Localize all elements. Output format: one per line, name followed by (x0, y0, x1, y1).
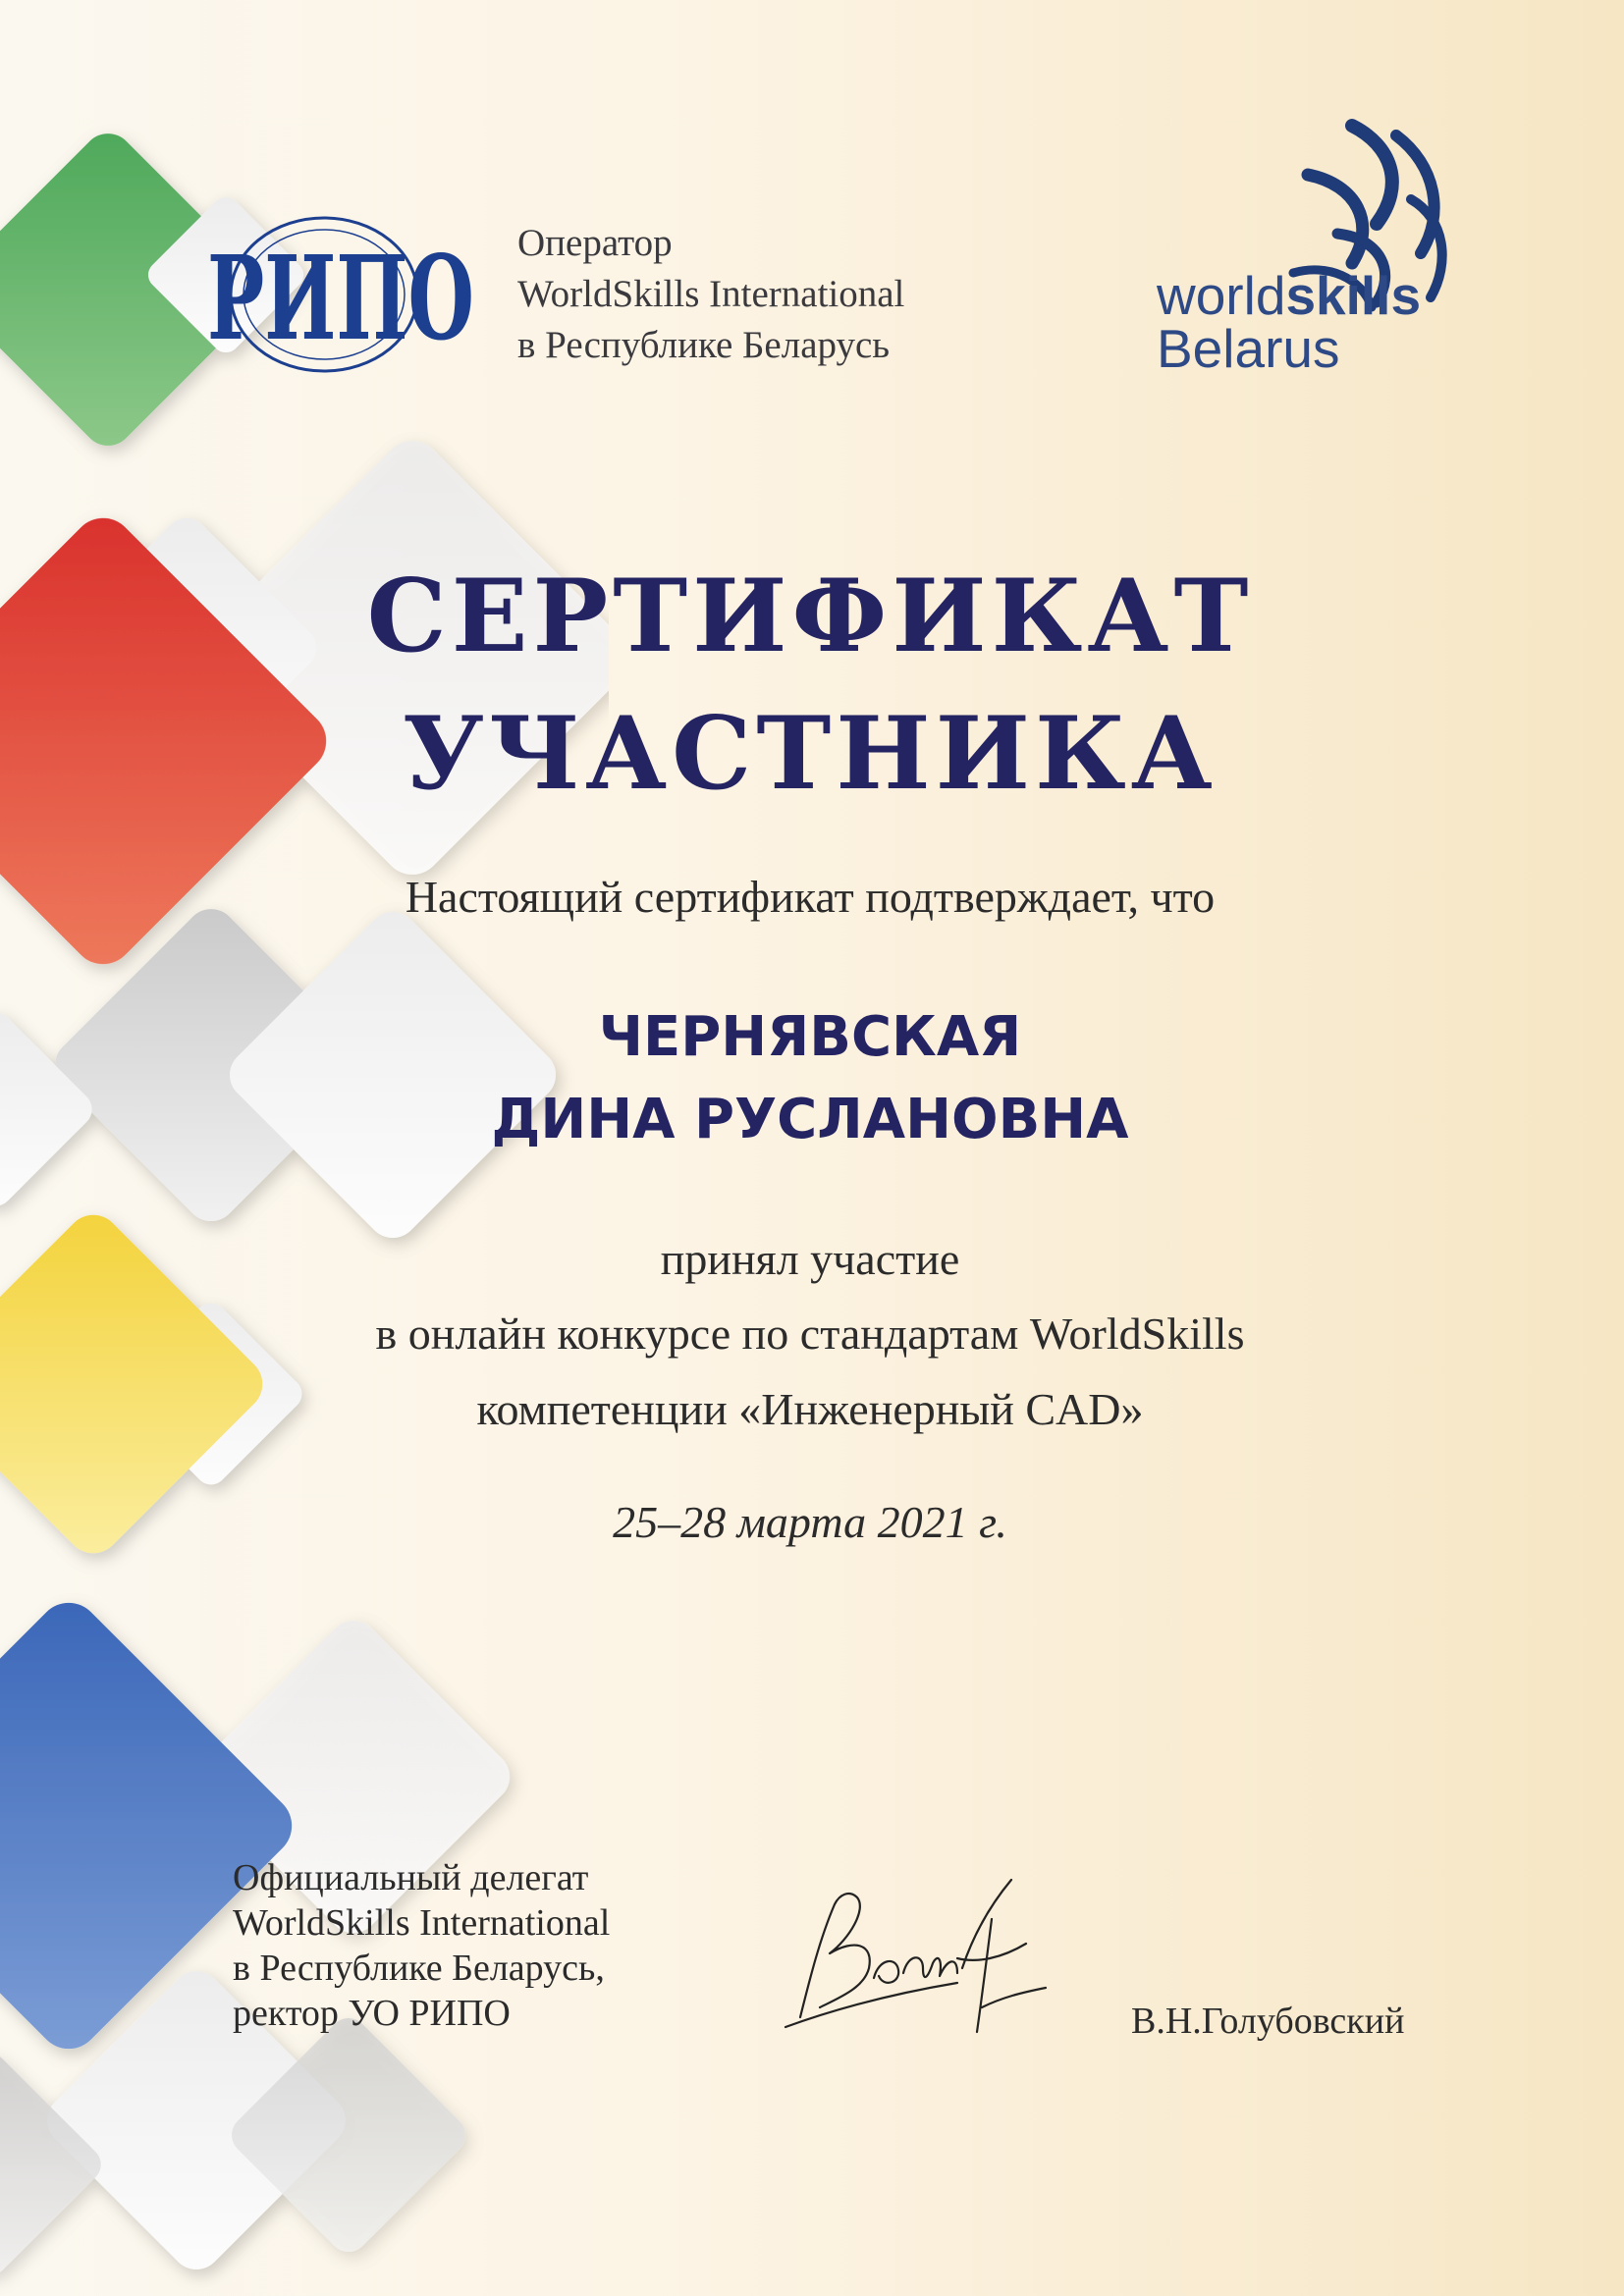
certificate-subtitle: УЧАСТНИКА (403, 695, 1218, 813)
operator-line: WorldSkills International (517, 273, 905, 315)
participation-line: компетенции «Инженерный CAD» (476, 1384, 1144, 1434)
operator-line: в Республике Беларусь (517, 324, 891, 366)
participation-line: принял участие (660, 1234, 960, 1284)
signer-name: В.Н.Голубовский (1131, 2001, 1405, 2042)
ripo-logo (201, 201, 481, 378)
participant-given-name: ДИНА РУСЛАНОВНА (491, 1088, 1129, 1151)
handwritten-signature (781, 1860, 1065, 2066)
operator-line: Оператор (517, 222, 673, 264)
delegate-line: Официальный делегат (233, 1857, 589, 1898)
svg-text:РИПО: РИПО (207, 230, 474, 366)
ws-word-world: world (1157, 265, 1286, 326)
participant-surname: ЧЕРНЯВСКАЯ (598, 1005, 1022, 1069)
worldskills-belarus: Belarus (1157, 318, 1340, 379)
diamond-gray (219, 901, 567, 1249)
event-date: 25–28 марта 2021 г. (613, 1497, 1007, 1547)
participation-line: в онлайн конкурсе по стандартам WorldSkills (375, 1308, 1245, 1359)
delegate-line: WorldSkills International (233, 1902, 611, 1944)
operator-text (517, 218, 904, 371)
certificate-title: СЕРТИФИКАТ (366, 558, 1254, 675)
ws-word-skills: skills (1285, 265, 1422, 326)
confirm-text: Настоящий сертификат подтверждает, что (405, 872, 1216, 922)
delegate-block (233, 1855, 610, 2036)
worldskills-wordmark (1157, 267, 1421, 324)
delegate-line: в Республике Беларусь, (233, 1948, 605, 1989)
delegate-line: ректор УО РИПО (233, 1993, 511, 2034)
diamond-yellow (0, 1203, 274, 1565)
